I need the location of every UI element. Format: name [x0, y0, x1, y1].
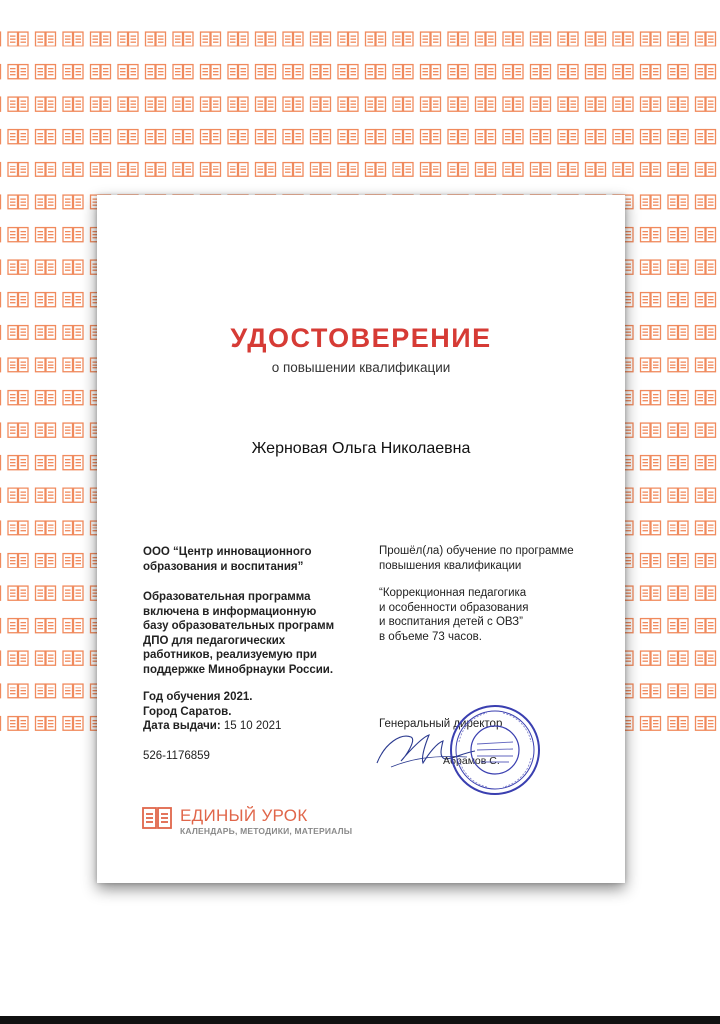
issue-date-label: Дата выдачи:: [143, 720, 221, 732]
certificate-subtitle: о повышении квалификации: [271, 360, 451, 375]
organization-name: ООО “Центр инновационного образования и воспитания”: [143, 546, 312, 573]
course-description: “Коррекционная педагогика и особенности образования и воспитания детей с ОВЗ” в объеме 73 часов.: [379, 587, 529, 643]
director-name: Абрамов С.: [443, 755, 500, 767]
certificate-number: 526-1176859: [143, 750, 210, 762]
program-info: Образовательная программа включена в информационную базу образовательных программ ДПО для педагогических работников, реализуемую при поддержке Минобрнауки России.: [143, 591, 335, 676]
organization-stamp: [447, 702, 543, 798]
city: Город Саратов.: [143, 705, 232, 718]
bottom-bar: [0, 1016, 720, 1024]
study-year-block: [143, 690, 365, 734]
issue-date: 15 10 2021: [223, 720, 282, 732]
certificate-sheet: [97, 195, 625, 883]
issue-date-line: [143, 719, 365, 734]
logo-tagline: КАЛЕНДАРЬ, МЕТОДИКИ, МАТЕРИАЛЫ: [180, 826, 353, 836]
certificate-title: УДОСТОВЕРЕНИЕ: [230, 323, 492, 353]
book-logo-icon: [141, 805, 173, 831]
logo-name: ЕДИНЫЙ УРОК: [180, 806, 308, 825]
training-intro: Прошёл(ла) обучение по программе повышения квалификации: [379, 545, 574, 572]
study-year: Год обучения 2021.: [143, 691, 253, 703]
recipient-name: Жерновая Ольга Николаевна: [251, 440, 471, 457]
director-title: Генеральный директор: [379, 718, 503, 730]
